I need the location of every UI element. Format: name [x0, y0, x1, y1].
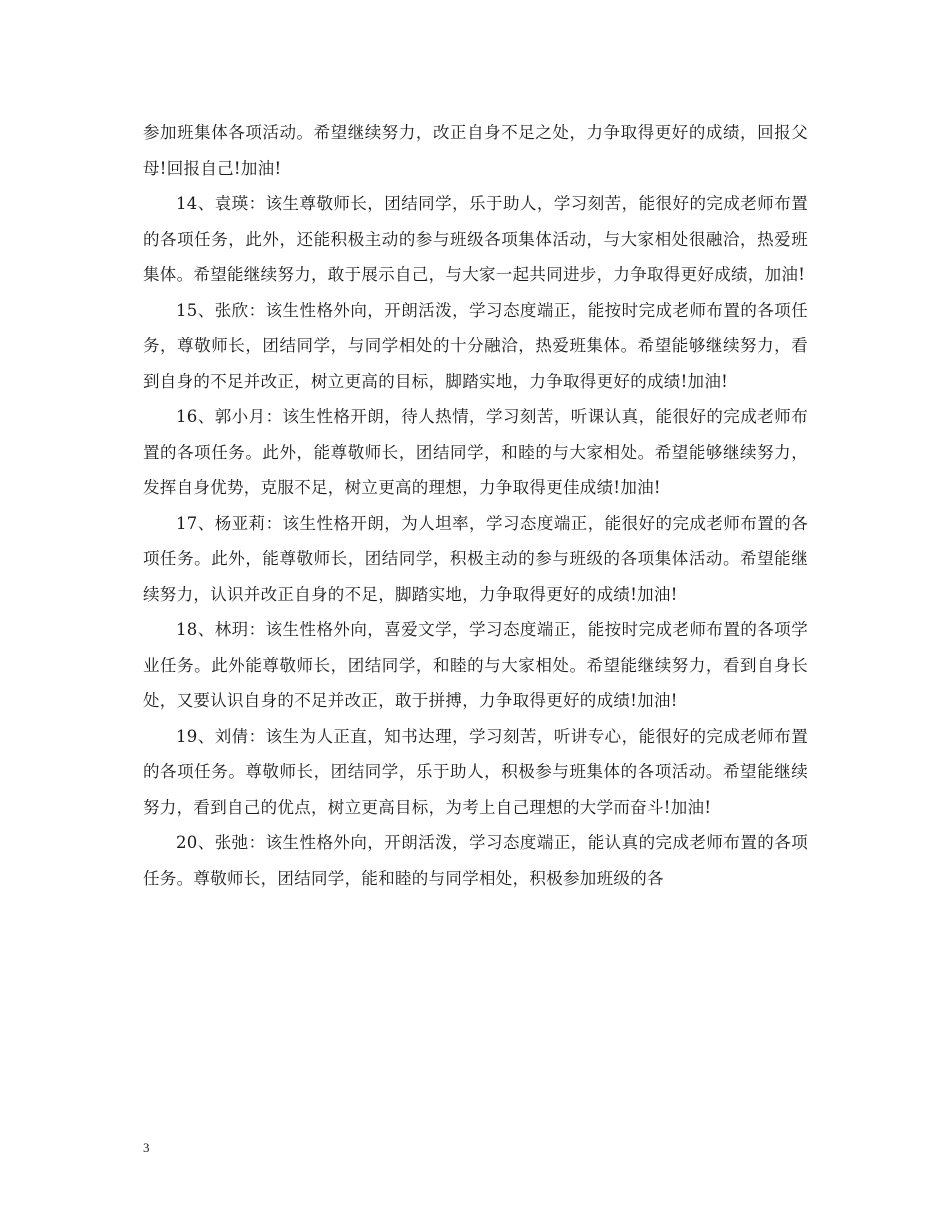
paragraph-comment-18: 18、林玥：该生性格外向，喜爱文学，学习态度端正，能按时完成老师布置的各项学业任务。此外能尊敬师长，团结同学，和睦的与大家相处。希望能继续努力，看到自身长处，又要认识自身的不足并改正，敢于拼搏，力争取得更好的成绩!加油!	[143, 620, 808, 710]
paragraph-comment-20: 20、张弛：该生性格外向，开朗活泼，学习态度端正，能认真的完成老师布置的各项任务。尊敬师长，团结同学，能和睦的与同学相处，积极参加班级的各	[143, 833, 808, 888]
paragraph-comment-15: 15、张欣：该生性格外向，开朗活泼，学习态度端正，能按时完成老师布置的各项任务，尊敬师长，团结同学，与同学相处的十分融洽，热爱班集体。希望能够继续努力，看到自身的不足并改正，树立更高的目标，脚踏实地，力争取得更好的成绩!加油!	[143, 300, 808, 391]
paragraph-comment-14: 14、袁瑛：该生尊敬师长，团结同学，乐于助人，学习刻苦，能很好的完成老师布置的各项任务，此外，还能积极主动的参与班级各项集体活动，与大家相处很融洽，热爱班集体。希望能继续努力，敢于展示自己，与大家一起共同进步，力争取得更好成绩，加油!	[143, 194, 808, 284]
paragraph-comment-19: 19、刘倩：该生为人正直，知书达理，学习刻苦，听讲专心，能很好的完成老师布置的各项任务。尊敬师长，团结同学，乐于助人，积极参与班集体的各项活动。希望能继续努力，看到自己的优点，树立更高目标，为考上自己理想的大学而奋斗!加油!	[143, 726, 808, 817]
paragraph-comment-17: 17、杨亚莉：该生性格开朗，为人坦率，学习态度端正，能很好的完成老师布置的各项任务。此外，能尊敬师长，团结同学，积极主动的参与班级的各项集体活动。希望能继续努力，认识并改正自身的不足，脚踏实地，力争取得更好的成绩!加油!	[143, 513, 808, 604]
page-number: 3	[143, 1140, 150, 1155]
paragraph-comment-16: 16、郭小月：该生性格开朗，待人热情，学习刻苦，听课认真，能很好的完成老师布置的各项任务。此外，能尊敬师长，团结同学，和睦的与大家相处。希望能够继续努力，发挥自身优势，克服不足，树立更高的理想，力争取得更佳成绩!加油!	[143, 407, 808, 497]
document-body	[143, 115, 808, 896]
paragraph-continuation: 参加班集体各项活动。希望继续努力，改正自身不足之处，力争取得更好的成绩，回报父母!回报自己!加油!	[143, 123, 808, 178]
